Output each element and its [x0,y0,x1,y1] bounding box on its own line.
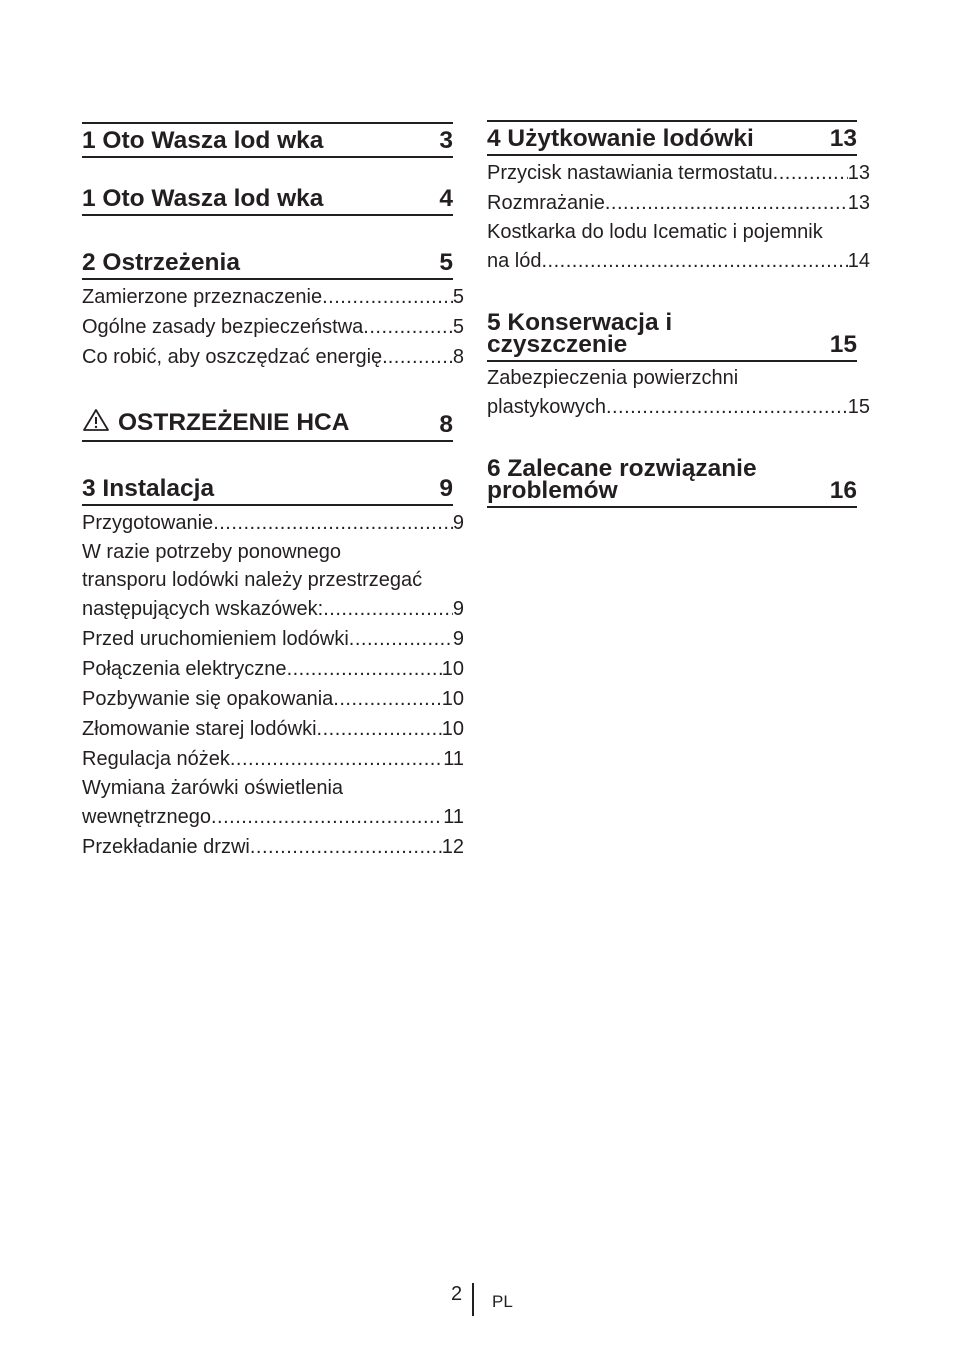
leader-dots [333,684,441,714]
toc-entry-row [487,246,870,276]
toc-entry-text: Regulacja nóżek [82,748,230,770]
toc-entry-lead-text: Kostkarka do lodu Icematic i pojemnik [487,221,823,243]
toc-entry[interactable] [82,744,464,774]
toc-entry-page: 5 [452,316,464,338]
toc-entry-lead-text: Zabezpieczenia powierzchni [487,367,739,389]
leader-dots [317,714,442,744]
toc-entry-row [82,744,464,774]
toc-heading[interactable] [82,402,453,442]
toc-entry-text: następujących wskazówek: [82,598,324,620]
toc-entry[interactable] [82,538,464,624]
leader-dots [605,188,848,218]
toc-entry[interactable] [487,158,870,188]
toc-entry-row [82,312,464,342]
toc-entry[interactable] [487,364,870,422]
toc-entry-row [82,714,464,744]
toc-entry[interactable] [82,282,464,312]
toc-entry-page: 13 [847,162,870,184]
toc-entry-page: 15 [847,396,870,418]
toc-entry-text: Połączenia elektryczne [82,658,287,680]
toc-entry-page: 9 [452,628,464,650]
leader-dots [349,624,453,654]
page-number: 2 [451,1283,463,1305]
toc-entry-list [82,508,464,862]
toc-entry-row [82,684,464,714]
toc-entry-row [487,158,870,188]
leader-dots [287,654,442,684]
toc-entry-row [82,624,464,654]
toc-heading[interactable] [82,472,453,506]
toc-entry-page: 11 [443,748,464,770]
toc-heading[interactable] [82,246,453,280]
leader-dots [323,594,453,624]
toc-entry-text: Przed uruchomieniem lodówki [82,628,349,650]
toc-entry-page: 8 [452,346,464,368]
toc-heading-page: 13 [829,125,857,152]
leader-dots [606,392,848,422]
toc-heading-title: 2 Ostrzeżenia [82,249,240,276]
toc-entry-list [487,364,870,422]
language-code: PL [492,1292,513,1311]
toc-heading-title: 1 Oto Wasza lod wka [82,127,324,154]
page-footer [0,1283,954,1319]
toc-entry-page: 9 [452,512,464,534]
toc-entry-row [82,282,464,312]
toc-heading-title: 6 Zalecane rozwiązanie problemów [487,455,757,504]
toc-entry-row [82,594,464,624]
toc-entry-lead-text: W razie potrzeby ponownego transporu lodówki należy przestrzegać [82,541,423,591]
toc-heading-title: 5 Konserwacja i czyszczenie [487,309,673,358]
toc-entry-page: 5 [452,286,464,308]
toc-heading-title: OSTRZEŻENIE HCA [118,409,350,436]
toc-entry[interactable] [82,342,464,372]
toc-heading[interactable] [487,306,857,362]
toc-heading[interactable] [487,120,857,156]
toc-entry-text: na lód [487,250,542,272]
toc-entry-row [82,508,464,538]
toc-entry-text: Co robić, aby oszczędzać energię. [82,346,388,368]
leader-dots [230,744,443,774]
toc-entry[interactable] [82,654,464,684]
warning-triangle-icon [82,408,110,436]
toc-entry-row [487,188,870,218]
toc-entry-row [82,802,464,832]
toc-entry-text: plastykowych [487,396,606,418]
leader-dots [542,246,848,276]
toc-entry-text: Przekładanie drzwi [82,836,250,858]
toc-entry-page: 12 [441,836,464,858]
toc-entry-text: Pozbywanie się opakowania [82,688,334,710]
toc-entry-text: Rozmrażanie [487,192,605,214]
footer-divider [472,1283,474,1316]
toc-entry-page: 10 [441,718,464,740]
leader-dots [363,312,453,342]
toc-entry-text: Przygotowanie [82,512,214,534]
leader-dots [213,508,453,538]
toc-entry-list [487,158,870,276]
toc-entry[interactable] [82,832,464,862]
toc-entry-row [82,654,464,684]
toc-heading-page: 9 [439,475,453,502]
toc-entry-page: 10 [441,688,464,710]
leader-dots [322,282,453,312]
toc-entry-lead-text: Wymiana żarówki oświetlenia [82,777,344,799]
toc-heading-title: 1 Oto Wasza lod wka [82,185,324,212]
toc-heading-page: 4 [439,185,453,212]
toc-heading-page: 3 [439,127,453,154]
toc-entry-row [82,832,464,862]
toc-entry-page: 10 [441,658,464,680]
toc-entry-text: Zamierzone przeznaczenie [82,286,323,308]
leader-dots [773,158,848,188]
toc-entry[interactable] [82,774,464,832]
toc-entry-list [82,282,464,372]
toc-heading-page: 5 [439,249,453,276]
toc-entry-page: 9 [452,598,464,620]
toc-entry-page: 14 [847,250,870,272]
toc-entry[interactable] [82,714,464,744]
toc-heading[interactable] [487,452,857,508]
toc-heading-page: 16 [829,477,857,504]
toc-entry[interactable] [82,624,464,654]
leader-dots [388,342,453,372]
toc-entry-row [487,392,870,422]
toc-entry-page: 13 [847,192,870,214]
toc-entry-text: Złomowanie starej lodówki [82,718,317,740]
toc-entry[interactable] [82,684,464,714]
toc-entry[interactable] [82,508,464,538]
toc-entry[interactable] [82,312,464,342]
toc-entry-row [82,342,464,372]
toc-heading-page: 15 [829,331,857,358]
toc-right-column [487,120,870,508]
toc-entry-text: wewnętrznego [82,806,211,828]
toc-entry[interactable] [487,188,870,218]
toc-entry-page: 11 [443,806,464,828]
toc-left-column [82,122,464,862]
toc-heading-page: 8 [439,411,453,438]
toc-heading[interactable] [82,182,453,216]
toc-entry-text: Ogólne zasady bezpieczeństwa [82,316,364,338]
toc-heading-title: 4 Użytkowanie lodówki [487,125,754,152]
leader-dots [211,802,443,832]
leader-dots [250,832,442,862]
toc-entry[interactable] [487,218,870,276]
toc-heading[interactable] [82,122,453,158]
toc-heading-title: 3 Instalacja [82,475,215,502]
toc-entry-text: Przycisk nastawiania termostatu [487,162,773,184]
